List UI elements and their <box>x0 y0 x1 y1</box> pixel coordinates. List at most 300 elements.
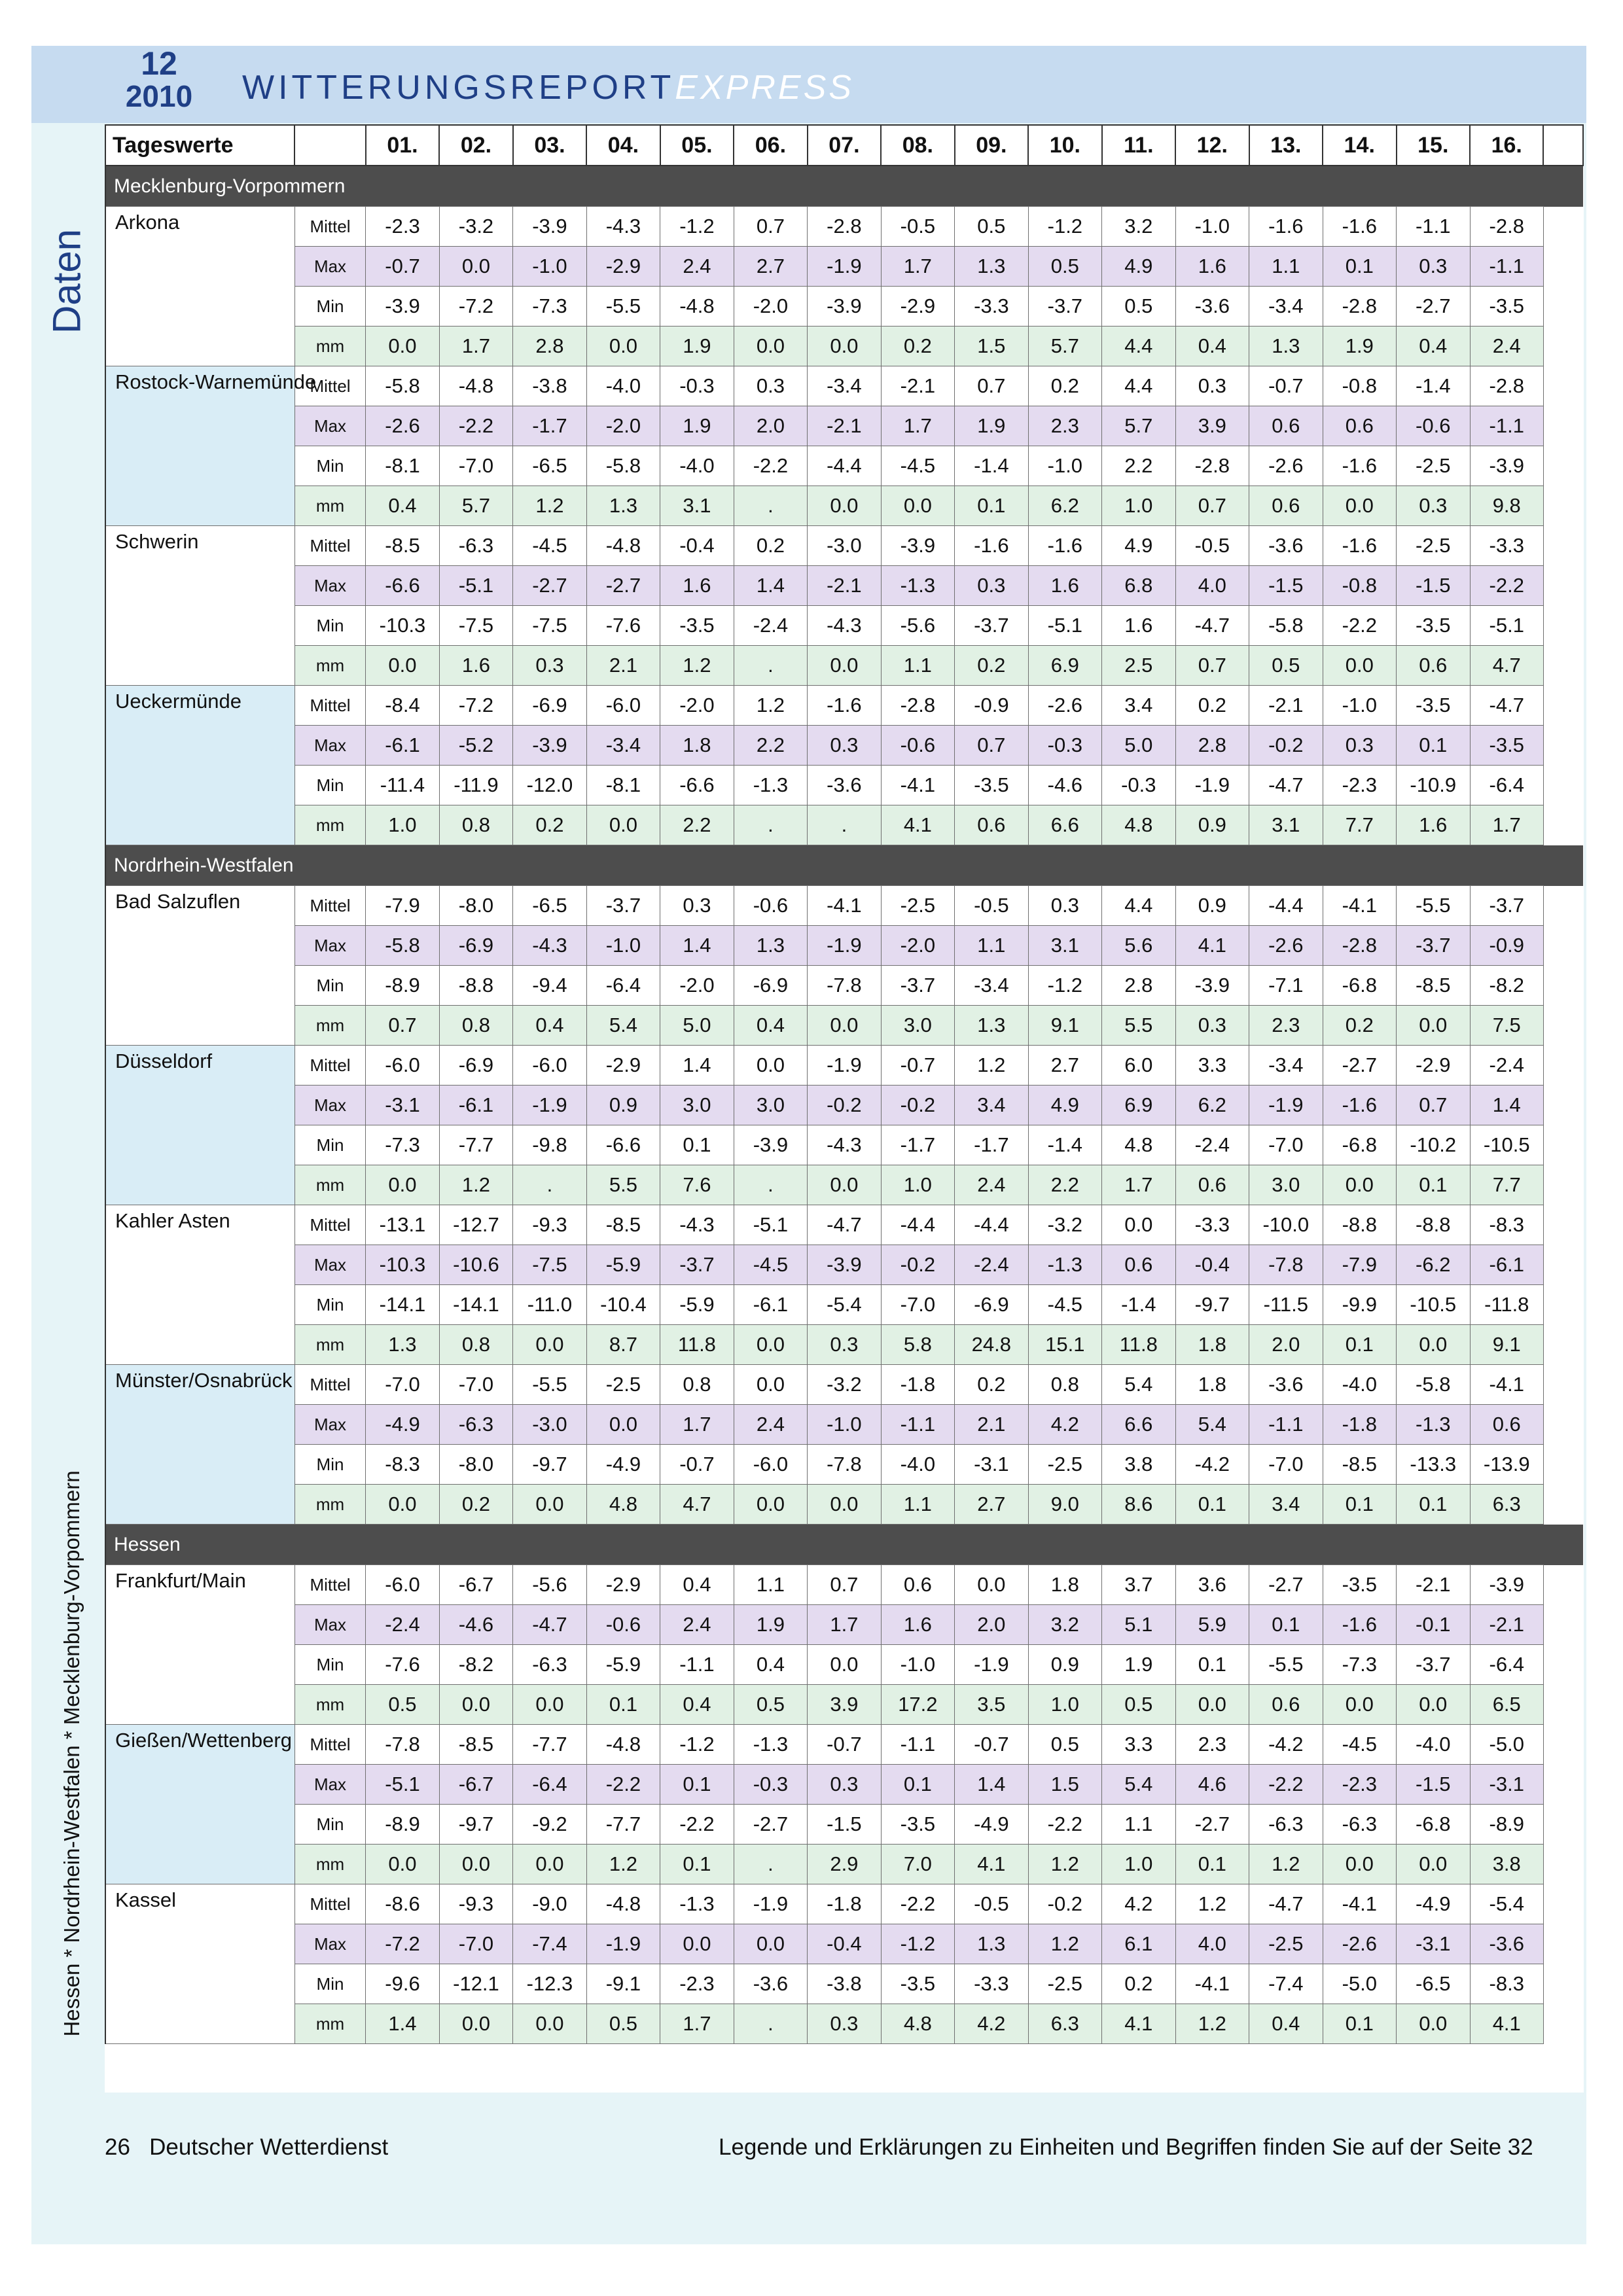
value-cell: 0.8 <box>660 1365 734 1405</box>
value-cell: 0.7 <box>1175 646 1249 686</box>
row-end-spacer <box>1543 1245 1583 1285</box>
value-cell: 0.0 <box>439 1845 512 1884</box>
value-cell: -4.1 <box>1323 886 1396 926</box>
value-cell: 1.7 <box>439 327 512 366</box>
station-row <box>105 1245 1583 1285</box>
value-cell: -1.6 <box>1249 207 1323 247</box>
value-cell: 0.3 <box>808 2004 881 2044</box>
value-cell: 2.8 <box>1175 726 1249 766</box>
value-cell: 0.0 <box>1397 1685 1470 1725</box>
value-cell: 2.9 <box>808 1845 881 1884</box>
value-cell: -3.2 <box>1028 1205 1101 1245</box>
value-cell: -2.9 <box>586 1046 660 1086</box>
value-cell: 0.0 <box>366 646 439 686</box>
value-cell: -3.7 <box>955 606 1028 646</box>
value-cell: 0.7 <box>808 1565 881 1605</box>
value-cell: -8.4 <box>366 686 439 726</box>
value-cell: -4.1 <box>808 886 881 926</box>
station-row <box>105 207 1583 247</box>
value-cell: 1.7 <box>881 406 954 446</box>
value-cell: -4.3 <box>586 207 660 247</box>
value-cell: 0.2 <box>881 327 954 366</box>
value-cell: 0.4 <box>1249 2004 1323 2044</box>
value-cell: 2.0 <box>734 406 807 446</box>
value-cell: -2.0 <box>660 966 734 1006</box>
value-cell: 0.0 <box>734 1046 807 1086</box>
value-cell: 3.8 <box>1102 1445 1175 1485</box>
value-cell: 0.9 <box>1175 805 1249 845</box>
value-cell: -11.8 <box>1470 1285 1543 1325</box>
value-cell: 7.7 <box>1470 1165 1543 1205</box>
value-cell: 0.0 <box>808 646 881 686</box>
value-cell: -9.4 <box>513 966 586 1006</box>
value-type-label: Max <box>294 1605 365 1645</box>
value-cell: -6.9 <box>955 1285 1028 1325</box>
value-cell: -3.9 <box>1470 1565 1543 1605</box>
region-header-row <box>105 845 1583 886</box>
day-header: 05. <box>660 125 734 166</box>
value-cell: 4.8 <box>586 1485 660 1525</box>
value-cell: -3.9 <box>734 1125 807 1165</box>
value-cell: -0.2 <box>808 1086 881 1125</box>
value-cell: -5.1 <box>439 566 512 606</box>
value-cell: 3.9 <box>808 1685 881 1725</box>
value-cell: 0.7 <box>734 207 807 247</box>
value-cell: -12.7 <box>439 1205 512 1245</box>
value-cell: -11.5 <box>1249 1285 1323 1325</box>
value-cell: -4.1 <box>881 766 954 805</box>
station-row <box>105 1285 1583 1325</box>
value-cell: 5.7 <box>1102 406 1175 446</box>
station-row <box>105 1924 1583 1964</box>
value-cell: -1.4 <box>955 446 1028 486</box>
value-cell: 4.2 <box>955 2004 1028 2044</box>
value-cell: -3.4 <box>955 966 1028 1006</box>
value-cell: 1.6 <box>660 566 734 606</box>
value-cell: -0.9 <box>955 686 1028 726</box>
value-type-label: Max <box>294 1765 365 1805</box>
value-cell: 6.6 <box>1028 805 1101 845</box>
value-cell: . <box>808 805 881 845</box>
value-cell: 0.0 <box>808 486 881 526</box>
value-cell: -5.6 <box>513 1565 586 1605</box>
value-type-label: mm <box>294 1685 365 1725</box>
value-cell: 2.4 <box>955 1165 1028 1205</box>
value-cell: -12.1 <box>439 1964 512 2004</box>
value-cell: -5.9 <box>586 1645 660 1685</box>
value-cell: 0.6 <box>881 1565 954 1605</box>
row-end-spacer <box>1543 1845 1583 1884</box>
value-cell: 4.4 <box>1102 366 1175 406</box>
value-cell: -3.0 <box>513 1405 586 1445</box>
value-cell: . <box>734 1845 807 1884</box>
value-cell: -6.3 <box>439 526 512 566</box>
station-name: Münster/Osnabrück <box>105 1365 294 1525</box>
station-row <box>105 1765 1583 1805</box>
value-cell: -8.1 <box>366 446 439 486</box>
value-cell: 1.2 <box>586 1845 660 1884</box>
value-cell: -3.7 <box>586 886 660 926</box>
value-cell: -0.6 <box>586 1605 660 1645</box>
value-cell: 1.3 <box>955 1006 1028 1046</box>
value-cell: 0.2 <box>1102 1964 1175 2004</box>
value-cell: 0.3 <box>513 646 586 686</box>
value-cell: 0.0 <box>1323 1165 1396 1205</box>
row-end-spacer <box>1543 1046 1583 1086</box>
value-type-label: mm <box>294 1845 365 1884</box>
value-type-label: mm <box>294 1325 365 1365</box>
value-type-label: Max <box>294 1245 365 1285</box>
value-cell: -3.7 <box>881 966 954 1006</box>
day-header: 11. <box>1102 125 1175 166</box>
value-cell: 4.9 <box>1028 1086 1101 1125</box>
value-cell: -3.9 <box>808 287 881 327</box>
value-cell: 3.6 <box>1175 1565 1249 1605</box>
row-end-spacer <box>1543 207 1583 247</box>
value-cell: -3.8 <box>808 1964 881 2004</box>
value-cell: -3.9 <box>513 726 586 766</box>
value-cell: -2.1 <box>881 366 954 406</box>
value-cell: 5.8 <box>881 1325 954 1365</box>
value-cell: -2.8 <box>1323 287 1396 327</box>
value-cell: -1.3 <box>1397 1405 1470 1445</box>
value-cell: -2.4 <box>734 606 807 646</box>
value-cell: 2.4 <box>1470 327 1543 366</box>
value-cell: -3.1 <box>1397 1924 1470 1964</box>
value-cell: . <box>734 646 807 686</box>
value-cell: -6.1 <box>1470 1245 1543 1285</box>
value-cell: 0.3 <box>955 566 1028 606</box>
value-cell: -5.6 <box>881 606 954 646</box>
day-header: 12. <box>1175 125 1249 166</box>
value-type-label: Mittel <box>294 1725 365 1765</box>
value-cell: -5.0 <box>1470 1725 1543 1765</box>
value-cell: -10.2 <box>1397 1125 1470 1165</box>
value-cell: 0.3 <box>1175 366 1249 406</box>
value-cell: -5.1 <box>734 1205 807 1245</box>
station-row <box>105 1485 1583 1525</box>
value-cell: 1.2 <box>1175 2004 1249 2044</box>
report-title-main: WITTERUNGSREPORT <box>242 69 675 107</box>
value-cell: 1.4 <box>366 2004 439 2044</box>
value-cell: -5.9 <box>586 1245 660 1285</box>
value-cell: -8.0 <box>439 886 512 926</box>
value-cell: -2.3 <box>1323 766 1396 805</box>
value-cell: -7.2 <box>439 686 512 726</box>
value-cell: -2.0 <box>734 287 807 327</box>
value-cell: -6.5 <box>1397 1964 1470 2004</box>
value-cell: -1.9 <box>586 1924 660 1964</box>
value-cell: 0.3 <box>808 1325 881 1365</box>
value-cell: -6.9 <box>439 1046 512 1086</box>
value-cell: -2.9 <box>881 287 954 327</box>
value-cell: -2.3 <box>366 207 439 247</box>
value-cell: 0.6 <box>955 805 1028 845</box>
value-cell: 0.0 <box>1397 1006 1470 1046</box>
value-cell: -13.9 <box>1470 1445 1543 1485</box>
value-cell: -3.2 <box>439 207 512 247</box>
value-cell: -7.4 <box>1249 1964 1323 2004</box>
value-cell: -3.8 <box>513 366 586 406</box>
value-type-label: Mittel <box>294 886 365 926</box>
value-type-label: Mittel <box>294 526 365 566</box>
row-end-spacer <box>1543 1365 1583 1405</box>
station-row <box>105 1205 1583 1245</box>
value-cell: -5.8 <box>1397 1365 1470 1405</box>
value-cell: 0.5 <box>586 2004 660 2044</box>
value-cell: 1.6 <box>1397 805 1470 845</box>
value-cell: 2.4 <box>734 1405 807 1445</box>
value-cell: -6.7 <box>439 1765 512 1805</box>
value-cell: -2.4 <box>955 1245 1028 1285</box>
value-cell: 5.4 <box>1175 1405 1249 1445</box>
value-cell: -0.3 <box>660 366 734 406</box>
station-row <box>105 1805 1583 1845</box>
value-cell: -2.7 <box>734 1805 807 1845</box>
value-cell: . <box>734 2004 807 2044</box>
value-cell: -3.4 <box>808 366 881 406</box>
value-cell: -5.1 <box>366 1765 439 1805</box>
value-cell: -0.8 <box>1323 366 1396 406</box>
value-cell: 0.7 <box>1175 486 1249 526</box>
value-cell: -8.3 <box>366 1445 439 1485</box>
station-row <box>105 526 1583 566</box>
value-cell: 3.0 <box>1249 1165 1323 1205</box>
value-cell: 0.7 <box>955 366 1028 406</box>
value-cell: -0.3 <box>734 1765 807 1805</box>
value-cell: 6.9 <box>1102 1086 1175 1125</box>
value-cell: -2.7 <box>513 566 586 606</box>
value-cell: -6.5 <box>513 886 586 926</box>
value-cell: -5.0 <box>1323 1964 1396 2004</box>
station-row <box>105 966 1583 1006</box>
value-cell: 1.0 <box>1102 486 1175 526</box>
value-cell: 0.3 <box>660 886 734 926</box>
value-cell: -0.6 <box>881 726 954 766</box>
value-cell: 0.0 <box>513 2004 586 2044</box>
value-cell: 7.0 <box>881 1845 954 1884</box>
value-cell: 4.1 <box>1102 2004 1175 2044</box>
value-cell: -4.4 <box>1249 886 1323 926</box>
value-cell: -3.3 <box>955 287 1028 327</box>
value-cell: 6.1 <box>1102 1924 1175 1964</box>
value-cell: -3.6 <box>1249 1365 1323 1405</box>
value-cell: 2.0 <box>1249 1325 1323 1365</box>
value-cell: -10.4 <box>586 1285 660 1325</box>
value-type-label: mm <box>294 646 365 686</box>
value-cell: -0.1 <box>1397 1605 1470 1645</box>
value-cell: 5.4 <box>586 1006 660 1046</box>
station-row <box>105 1125 1583 1165</box>
value-cell: 11.8 <box>660 1325 734 1365</box>
value-cell: -2.6 <box>1028 686 1101 726</box>
value-cell: -1.0 <box>1028 446 1101 486</box>
value-cell: -2.2 <box>586 1765 660 1805</box>
value-cell: 9.1 <box>1470 1325 1543 1365</box>
value-cell: 0.6 <box>1470 1405 1543 1445</box>
value-cell: 0.0 <box>439 1685 512 1725</box>
value-cell: 1.3 <box>955 1924 1028 1964</box>
publisher: Deutscher Wetterdienst <box>149 2134 389 2160</box>
value-cell: 0.6 <box>1249 486 1323 526</box>
value-cell: 6.9 <box>1028 646 1101 686</box>
value-cell: 0.6 <box>1175 1165 1249 1205</box>
value-cell: -1.1 <box>881 1405 954 1445</box>
value-cell: 0.8 <box>439 805 512 845</box>
row-end-spacer <box>1543 926 1583 966</box>
value-cell: -4.2 <box>1249 1725 1323 1765</box>
value-cell: -3.5 <box>881 1964 954 2004</box>
value-cell: 4.1 <box>955 1845 1028 1884</box>
value-cell: -3.9 <box>1175 966 1249 1006</box>
value-cell: -3.7 <box>1397 926 1470 966</box>
value-cell: -2.3 <box>660 1964 734 2004</box>
value-cell: -1.1 <box>660 1645 734 1685</box>
value-type-label: Min <box>294 1445 365 1485</box>
value-cell: -2.2 <box>1470 566 1543 606</box>
value-cell: -1.2 <box>660 207 734 247</box>
value-cell: 0.1 <box>660 1765 734 1805</box>
station-row <box>105 1605 1583 1645</box>
value-cell: -4.4 <box>881 1205 954 1245</box>
value-cell: -8.8 <box>1323 1205 1396 1245</box>
value-cell: 0.0 <box>366 1485 439 1525</box>
value-cell: 1.8 <box>1175 1325 1249 1365</box>
value-cell: -0.4 <box>1175 1245 1249 1285</box>
value-type-label: Max <box>294 406 365 446</box>
row-end-spacer <box>1543 1325 1583 1365</box>
value-cell: 1.8 <box>1175 1365 1249 1405</box>
value-cell: 1.9 <box>1323 327 1396 366</box>
value-cell: -9.3 <box>513 1205 586 1245</box>
value-cell: 1.2 <box>439 1165 512 1205</box>
value-cell: 0.0 <box>881 486 954 526</box>
value-cell: -7.0 <box>1249 1125 1323 1165</box>
value-cell: -1.6 <box>808 686 881 726</box>
value-cell: 0.0 <box>586 805 660 845</box>
station-name: Rostock-Warnemünde <box>105 366 294 526</box>
value-cell: 0.3 <box>808 1765 881 1805</box>
value-cell: -2.6 <box>366 406 439 446</box>
value-cell: -2.8 <box>1323 926 1396 966</box>
value-cell: 0.1 <box>1323 247 1396 287</box>
value-cell: 4.8 <box>881 2004 954 2044</box>
value-cell: 5.5 <box>1102 1006 1175 1046</box>
value-cell: -1.1 <box>1470 247 1543 287</box>
station-row <box>105 1405 1583 1445</box>
value-cell: 15.1 <box>1028 1325 1101 1365</box>
value-cell: -2.6 <box>1323 1924 1396 1964</box>
value-cell: -6.3 <box>513 1645 586 1685</box>
value-cell: -3.9 <box>1470 446 1543 486</box>
value-cell: 0.5 <box>366 1685 439 1725</box>
day-header: 13. <box>1249 125 1323 166</box>
value-cell: -5.2 <box>439 726 512 766</box>
value-cell: -2.7 <box>1249 1565 1323 1605</box>
value-cell: -4.8 <box>586 1725 660 1765</box>
value-cell: -10.3 <box>366 606 439 646</box>
station-row <box>105 1046 1583 1086</box>
value-cell: -0.3 <box>1028 726 1101 766</box>
station-row <box>105 2004 1583 2044</box>
value-cell: -0.2 <box>881 1086 954 1125</box>
row-end-spacer <box>1543 526 1583 566</box>
value-cell: -2.7 <box>1397 287 1470 327</box>
value-cell: . <box>734 805 807 845</box>
value-cell: -2.5 <box>1249 1924 1323 1964</box>
value-cell: -5.5 <box>1249 1645 1323 1685</box>
value-cell: -4.1 <box>1323 1884 1396 1924</box>
value-cell: -1.1 <box>1249 1405 1323 1445</box>
value-cell: -8.8 <box>1397 1205 1470 1245</box>
value-cell: -1.4 <box>1028 1125 1101 1165</box>
value-cell: 6.5 <box>1470 1685 1543 1725</box>
value-cell: 1.1 <box>1249 247 1323 287</box>
row-end-spacer <box>1543 966 1583 1006</box>
value-cell: -4.8 <box>439 366 512 406</box>
value-cell: -1.1 <box>1397 207 1470 247</box>
value-cell: -0.2 <box>881 1245 954 1285</box>
issue-year: 2010 <box>125 79 193 113</box>
value-cell: -1.9 <box>808 926 881 966</box>
value-cell: -3.4 <box>1249 1046 1323 1086</box>
value-cell: 4.7 <box>660 1485 734 1525</box>
value-cell: -1.3 <box>1028 1245 1101 1285</box>
value-cell: -7.0 <box>881 1285 954 1325</box>
value-type-label: mm <box>294 2004 365 2044</box>
value-cell: -3.6 <box>734 1964 807 2004</box>
value-cell: 0.0 <box>1323 646 1396 686</box>
value-cell: 0.2 <box>1175 686 1249 726</box>
value-cell: 0.3 <box>1397 247 1470 287</box>
value-cell: -7.8 <box>808 1445 881 1485</box>
value-cell: 0.1 <box>1397 1485 1470 1525</box>
value-cell: -2.7 <box>586 566 660 606</box>
value-cell: -1.2 <box>660 1725 734 1765</box>
value-cell: 0.0 <box>660 1924 734 1964</box>
value-cell: 0.2 <box>1028 366 1101 406</box>
value-cell: -6.8 <box>1323 966 1396 1006</box>
value-cell: -9.1 <box>586 1964 660 2004</box>
value-cell: -8.5 <box>1397 966 1470 1006</box>
value-cell: -6.0 <box>513 1046 586 1086</box>
value-type-label: Mittel <box>294 1884 365 1924</box>
value-cell: -2.7 <box>1175 1805 1249 1845</box>
value-cell: -3.5 <box>1323 1565 1396 1605</box>
value-cell: -6.6 <box>586 1125 660 1165</box>
value-cell: 6.6 <box>1102 1405 1175 1445</box>
value-type-label: Mittel <box>294 1365 365 1405</box>
value-cell: -9.3 <box>439 1884 512 1924</box>
value-cell: 3.7 <box>1102 1565 1175 1605</box>
station-row <box>105 446 1583 486</box>
value-cell: 1.9 <box>955 406 1028 446</box>
value-cell: -7.8 <box>366 1725 439 1765</box>
value-cell: -7.5 <box>513 1245 586 1285</box>
value-cell: -1.8 <box>1323 1405 1396 1445</box>
value-cell: 4.6 <box>1175 1765 1249 1805</box>
station-name: Bad Salzuflen <box>105 886 294 1046</box>
value-cell: 0.0 <box>808 1645 881 1685</box>
value-cell: -6.7 <box>439 1565 512 1605</box>
section-label-text: Daten <box>45 228 89 334</box>
station-row <box>105 1685 1583 1725</box>
station-row <box>105 1884 1583 1924</box>
value-cell: -0.5 <box>955 1884 1028 1924</box>
value-type-label: mm <box>294 805 365 845</box>
value-cell: -7.2 <box>439 287 512 327</box>
data-table-panel <box>105 124 1584 2093</box>
